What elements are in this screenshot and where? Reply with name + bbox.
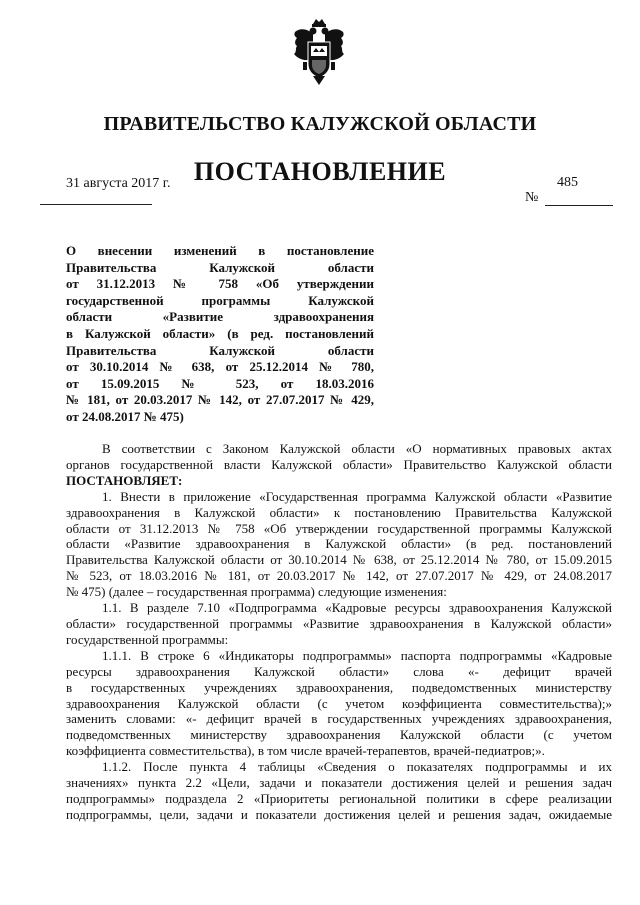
- body-line: подпрограммы, цели, задачи и показатели достижения целей и решения задач, ожидаемые: [66, 806, 612, 822]
- coat-of-arms-icon: [291, 18, 347, 86]
- body-line: В соответствии с Законом Калужской области «О нормативных правовых актах: [102, 441, 612, 456]
- subject-line: Правительства Калужской области: [66, 342, 374, 358]
- body-line: здравоохранения Калужской области (с учетом коэффициента совместительства);»: [66, 695, 612, 711]
- subject-line: области «Развитие здравоохранения: [66, 309, 374, 325]
- body-line: заменить словами: «- дефицит врачей в государственных учреждениях здравоохранения,: [66, 711, 612, 727]
- subject-line: О внесении изменений в постановление: [66, 243, 374, 258]
- document-number: 485: [557, 175, 578, 190]
- subject-line: от 24.08.2017 № 475): [66, 408, 184, 424]
- body-line: значениях» пункта 2.2 «Цели, задачи и показатели достижения целей и решения задач: [66, 775, 612, 791]
- subject-line: Правительства Калужской области: [66, 259, 374, 275]
- document-body: [66, 441, 612, 823]
- subject-line: от 30.10.2014 № 638, от 25.12.2014 № 780,: [66, 359, 374, 375]
- document-type-title: ПОСТАНОВЛЕНИЕ: [193, 157, 447, 186]
- subject-line: от 31.12.2013 № 758 «Об утверждении: [66, 276, 374, 292]
- body-line: ресурсы здравоохранения Калужской области» слова «- дефицит врачей: [66, 663, 612, 679]
- subject-line: № 181, от 20.03.2017 № 142, от 27.07.2017 № 429,: [66, 392, 374, 408]
- body-line: в государственных учреждениях здравоохранения, подведомственных министерству: [66, 679, 612, 695]
- body-line: области от 31.12.2013 № 758 «Об утверждении государственной программы Калужской: [66, 520, 612, 536]
- subject-line: государственной программы Калужской: [66, 292, 374, 308]
- body-line: подпрограммы» подраздела 2 «Приоритеты региональной политики в сфере реализации: [66, 790, 612, 806]
- body-line: № 523, от 18.03.2016 № 181, от 20.03.2017 № 142, от 27.07.2017 № 429, от 24.08.2017: [66, 568, 612, 584]
- document-subject: [66, 243, 374, 426]
- body-line: области «Развитие здравоохранения в Калужской области» (в ред. постановлений: [66, 536, 612, 552]
- body-line: коэффициента совместительства), в том числе врачей-терапевтов, врачей-педиатров;».: [66, 743, 545, 759]
- date-underline: [40, 204, 152, 205]
- body-line: органов государственной власти Калужской области» Правительство Калужской области: [66, 456, 612, 472]
- body-line: Правительства Калужской области от 30.10.2014 № 638, от 25.12.2014 № 780, от 15.09.2015: [66, 552, 612, 568]
- body-line: здравоохранения в Калужской области» к постановлению Правительства Калужской: [66, 504, 612, 520]
- number-underline: [545, 205, 613, 206]
- subject-line: в Калужской области» (в ред. постановлений: [66, 325, 374, 341]
- decree-keyword: ПОСТАНОВЛЯЕТ:: [66, 472, 183, 488]
- document-date: 31 августа 2017 г.: [66, 176, 171, 191]
- body-line: государственной программы:: [66, 631, 229, 647]
- body-line: № 475) (далее – государственная программа) следующие изменения:: [66, 584, 447, 600]
- body-line: 1.1.2. После пункта 4 таблицы «Сведения о показателях подпрограммы и их: [102, 759, 612, 775]
- body-line: 1.1. В разделе 7.10 «Подпрограмма «Кадровые ресурсы здравоохранения Калужской: [102, 600, 612, 616]
- government-title: ПРАВИТЕЛЬСТВО КАЛУЖСКОЙ ОБЛАСТИ: [103, 113, 537, 135]
- body-line: 1. Внести в приложение «Государственная программа Калужской области «Развитие: [102, 488, 612, 504]
- body-line: подведомственных министерству здравоохранения Калужской области (с учетом: [66, 727, 612, 743]
- number-label: №: [525, 190, 539, 205]
- body-line: 1.1.1. В строке 6 «Индикаторы подпрограммы» паспорта подпрограммы «Кадровые: [102, 647, 612, 663]
- body-line: области» государственной программы «Развитие здравоохранения в Калужской области»: [66, 615, 612, 631]
- subject-line: от 15.09.2015 № 523, от 18.03.2016: [66, 375, 374, 391]
